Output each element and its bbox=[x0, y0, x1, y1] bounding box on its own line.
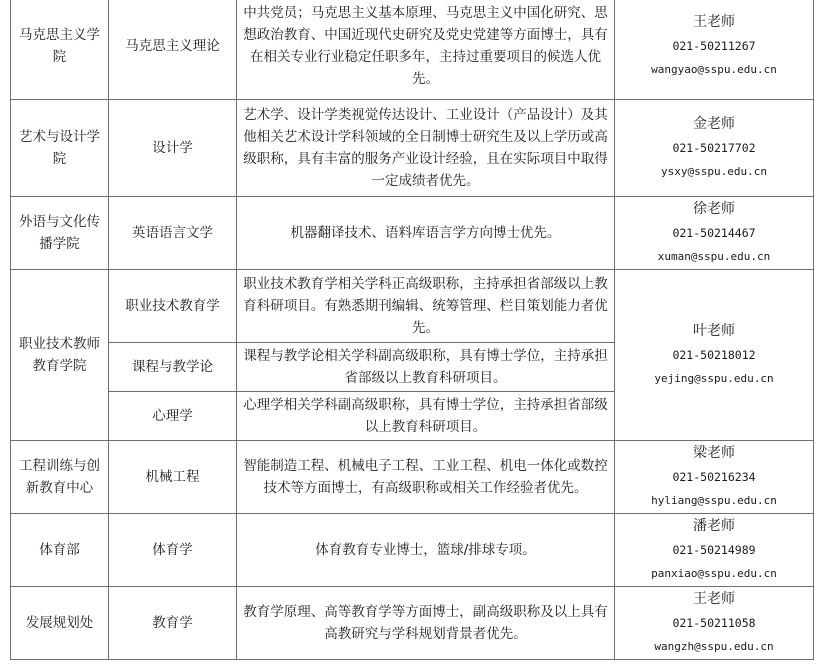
requirement-cell: 艺术学、设计学类视觉传达设计、工业设计（产品设计）及其他相关艺术设计学科领域的全日制博士研究生及以上学历或高级职称，具有丰富的服务产业设计经验，且在实际项目中取得一定成绩者优先。 bbox=[237, 100, 615, 197]
contact-phone: 021-50214989 bbox=[672, 543, 756, 557]
major-cell: 体育学 bbox=[109, 514, 237, 587]
contact-phone: 021-50216234 bbox=[672, 470, 756, 484]
major-cell: 英语语言文学 bbox=[109, 197, 237, 270]
contact-email[interactable]: ysxy@sspu.edu.cn bbox=[661, 165, 767, 178]
contact-email[interactable]: panxiao@sspu.edu.cn bbox=[651, 567, 777, 580]
contact-phone: 021-50211267 bbox=[672, 39, 756, 53]
dept-cell: 体育部 bbox=[11, 514, 109, 587]
contact-phone: 021-50214467 bbox=[672, 226, 756, 240]
contact-email[interactable]: hyliang@sspu.edu.cn bbox=[651, 494, 777, 507]
contact-cell bbox=[615, 514, 814, 587]
dept-cell: 马克思主义学院 bbox=[11, 0, 109, 100]
contact-email[interactable]: yejing@sspu.edu.cn bbox=[654, 372, 774, 385]
table-row bbox=[11, 0, 814, 100]
dept-cell: 职业技术教师教育学院 bbox=[11, 270, 109, 441]
major-cell: 职业技术教育学 bbox=[109, 270, 237, 343]
table-row bbox=[11, 587, 814, 660]
requirement-cell: 机器翻译技术、语料库语言学方向博士优先。 bbox=[237, 197, 615, 270]
table-row bbox=[11, 100, 814, 197]
contact-phone: 021-50211058 bbox=[672, 616, 756, 630]
recruitment-table bbox=[10, 0, 814, 660]
major-cell: 马克思主义理论 bbox=[109, 0, 237, 100]
contact-name: 徐老师 bbox=[693, 201, 735, 217]
contact-cell bbox=[615, 100, 814, 197]
requirement-cell: 体育教育专业博士，篮球/排球专项。 bbox=[237, 514, 615, 587]
requirement-cell: 教育学原理、高等教育学等方面博士，副高级职称及以上具有高教研究与学科规划背景者优先。 bbox=[237, 587, 615, 660]
dept-cell: 外语与文化传播学院 bbox=[11, 197, 109, 270]
contact-cell bbox=[615, 587, 814, 660]
dept-cell: 艺术与设计学院 bbox=[11, 100, 109, 197]
contact-email[interactable]: wangyao@sspu.edu.cn bbox=[651, 63, 777, 76]
requirement-cell: 智能制造工程、机械电子工程、工业工程、机电一体化或数控技术等方面博士，有高级职称或相关工作经验者优先。 bbox=[237, 441, 615, 514]
requirement-cell: 职业技术教育学相关学科正高级职称，主持承担省部级以上教育科研项目。有熟悉期刊编辑、统筹管理、栏目策划能力者优先。 bbox=[237, 270, 615, 343]
contact-phone: 021-50217702 bbox=[672, 141, 756, 155]
contact-cell bbox=[615, 441, 814, 514]
contact-cell bbox=[615, 0, 814, 100]
contact-name: 金老师 bbox=[693, 116, 735, 132]
contact-phone: 021-50218012 bbox=[672, 348, 756, 362]
major-cell: 心理学 bbox=[109, 392, 237, 441]
contact-email[interactable]: wangzh@sspu.edu.cn bbox=[654, 640, 774, 653]
table-row bbox=[11, 270, 814, 343]
major-cell: 机械工程 bbox=[109, 441, 237, 514]
major-cell: 课程与教学论 bbox=[109, 343, 237, 392]
contact-name: 梁老师 bbox=[693, 445, 735, 461]
contact-name: 王老师 bbox=[693, 591, 735, 607]
dept-cell: 发展规划处 bbox=[11, 587, 109, 660]
major-cell: 教育学 bbox=[109, 587, 237, 660]
contact-name: 潘老师 bbox=[693, 518, 735, 534]
dept-cell: 工程训练与创新教育中心 bbox=[11, 441, 109, 514]
requirement-cell: 中共党员；马克思主义基本原理、马克思主义中国化研究、思想政治教育、中国近现代史研究及党史党建等方面博士，具有在相关专业行业稳定任职多年，主持过重要项目的候选人优先。 bbox=[237, 0, 615, 100]
requirement-cell: 心理学相关学科副高级职称，具有博士学位，主持承担省部级以上教育科研项目。 bbox=[237, 392, 615, 441]
contact-cell bbox=[615, 270, 814, 441]
table-row bbox=[11, 514, 814, 587]
major-cell: 设计学 bbox=[109, 100, 237, 197]
contact-cell bbox=[615, 197, 814, 270]
requirement-cell: 课程与教学论相关学科副高级职称，具有博士学位，主持承担省部级以上教育科研项目。 bbox=[237, 343, 615, 392]
contact-name: 王老师 bbox=[693, 14, 735, 30]
table-row bbox=[11, 441, 814, 514]
contact-email[interactable]: xuman@sspu.edu.cn bbox=[657, 250, 771, 263]
table-row bbox=[11, 197, 814, 270]
contact-name: 叶老师 bbox=[693, 323, 735, 339]
